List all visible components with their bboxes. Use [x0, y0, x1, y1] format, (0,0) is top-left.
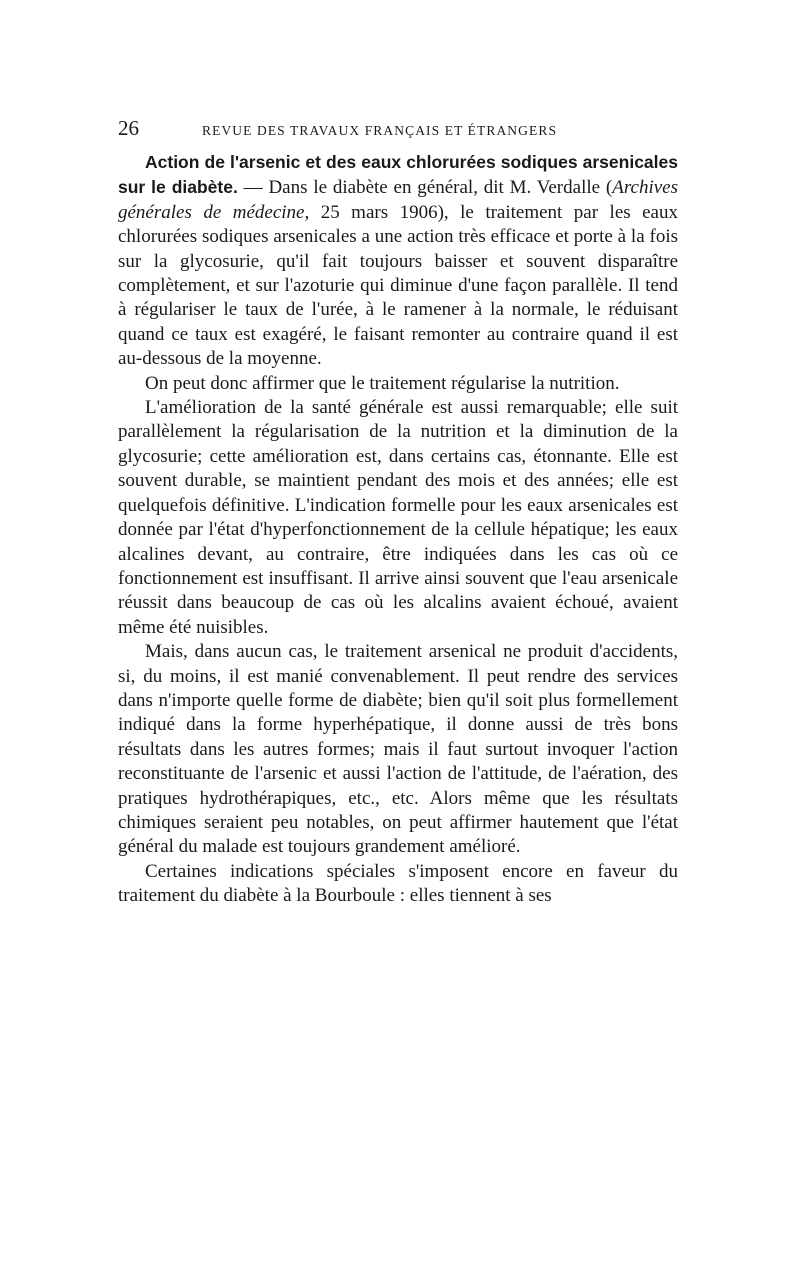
intro-text-a: — Dans le diabète en général, dit M. Verdalle (: [237, 177, 613, 199]
book-page: [118, 116, 678, 909]
source-citation: Archives générales de médecine,: [118, 177, 678, 223]
article-paragraph-5: Certaines indications spéciales s'imposent encore en faveur du traitement du diabète à la Bourboule : elles tiennent à ses: [118, 860, 678, 907]
intro-text-b: 25 mars 1906), le traitement par les eaux chlorurées sodiques arsenicales a une action très efficace et porte à la fois sur la glycosurie, qu'il fait toujours baisser et souvent disparaître complètement, et sur l'azoturie qui diminue d'une façon parallèle. Il tend à régulariser le taux de l'urée, à le ramener à la normale, le réduisant quand ce taux est exagéré, le faisant remonter au contraire quand il est au-dessous de la moyenne.: [118, 201, 678, 370]
running-head: [118, 116, 678, 144]
page-number: 26: [118, 116, 139, 140]
article-paragraph-3: L'amélioration de la santé générale est aussi remarquable; elle suit parallèlement la régularisation de la nutrition et la diminution de la glycosurie; cette amélioration est, dans certains cas, étonnante. Elle est souvent durable, se maintient pendant des mois et des années; elle est quelquefois définitive. L'indication formelle pour les eaux arsenicales est donnée par l'état d'hyperfonctionnement de la cellule hépatique; les eaux alcalines devant, au contraire, être indiquées dans les cas où ce fonctionnement est insuffisant. Il arrive ainsi souvent que l'eau arsenicale réussit dans beaucoup de cas où les alcalins avaient échoué, avaient même été nuisibles.: [118, 397, 678, 638]
article-paragraph-2: On peut donc affirmer que le traitement régularise la nutrition.: [145, 372, 620, 394]
article-title: Action de l'arsenic et des eaux chlorurées sodiques arsenicales sur le diabète.: [118, 152, 678, 198]
running-title: REVUE DES TRAVAUX FRANÇAIS ET ÉTRANGERS: [202, 123, 558, 138]
article-paragraph-1: [118, 150, 678, 372]
article-paragraph-4: Mais, dans aucun cas, le traitement arsenical ne produit d'accidents, si, du moins, il est manié convenablement. Il peut rendre des services dans n'importe quelle forme de diabète; bien qu'il soit plus formellement indiqué dans la forme hyperhépatique, il donne aussi de très bons résultats dans les autres formes; mais il faut surtout invoquer l'action reconstituante de l'arsenic et aussi l'action de l'attitude, de l'aération, des pratiques hydrothérapiques, etc., etc. Alors même que les résultats chimiques seraient peu notables, on peut affirmer hautement que l'état général du malade est toujours grandement amélioré.: [118, 641, 678, 858]
